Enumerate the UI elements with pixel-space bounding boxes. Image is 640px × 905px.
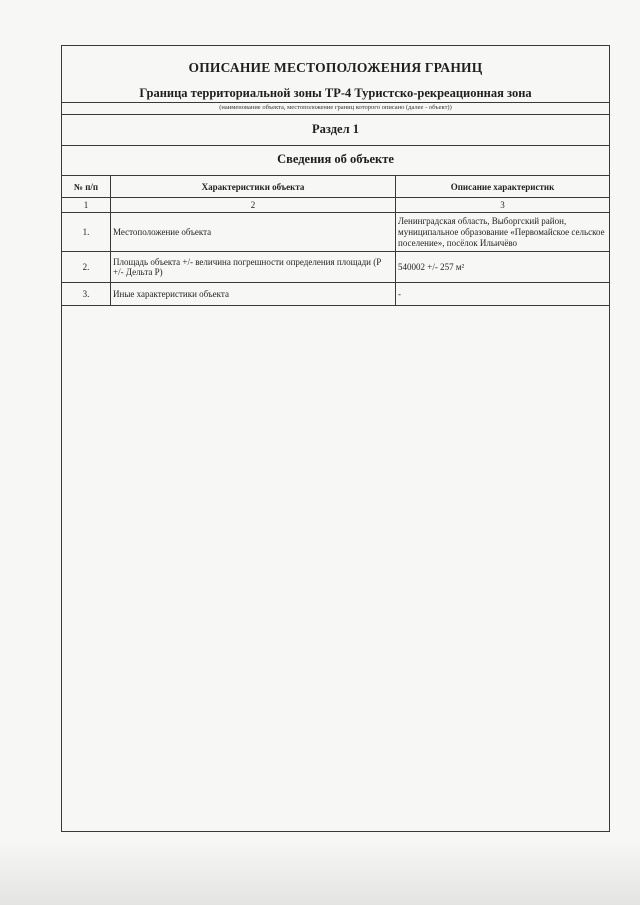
row-description: Ленинградская область, Выборгский район, муниципальное образование «Первомайское сельское поселение», посёлок Ильичёво xyxy=(396,213,610,252)
row-number: 2. xyxy=(62,252,111,283)
section-subtitle: Сведения об объекте xyxy=(277,152,394,166)
object-name: Граница территориальной зоны ТР-4 Туристско-рекреационная зона xyxy=(139,86,532,100)
header-num: № п/п xyxy=(62,176,111,198)
table-header-row xyxy=(62,176,610,198)
object-info-table xyxy=(61,175,610,306)
row-number: 3. xyxy=(62,283,111,306)
document-frame xyxy=(61,45,610,832)
divider xyxy=(62,102,609,103)
object-name-caption: (наименование объекта, местоположение границ которого описано (далее - объект)) xyxy=(219,104,452,111)
row-description: - xyxy=(396,283,610,306)
column-number: 2 xyxy=(111,198,396,213)
column-number: 3 xyxy=(396,198,610,213)
document-title: ОПИСАНИЕ МЕСТОПОЛОЖЕНИЯ ГРАНИЦ xyxy=(188,60,483,75)
column-number: 1 xyxy=(62,198,111,213)
row-characteristic: Площадь объекта +/- величина погрешности определения площади (Р +/- Дельта Р) xyxy=(111,252,396,283)
divider xyxy=(62,145,609,146)
row-characteristic: Иные характеристики объекта xyxy=(111,283,396,306)
table-row xyxy=(62,283,610,306)
row-number: 1. xyxy=(62,213,111,252)
header-characteristic: Характеристики объекта xyxy=(111,176,396,198)
table-row xyxy=(62,213,610,252)
column-number-row xyxy=(62,198,610,213)
row-characteristic: Местоположение объекта xyxy=(111,213,396,252)
divider xyxy=(62,114,609,115)
section-title: Раздел 1 xyxy=(312,122,359,136)
header-description: Описание характеристик xyxy=(396,176,610,198)
table-row xyxy=(62,252,610,283)
row-description: 540002 +/- 257 м² xyxy=(396,252,610,283)
scan-shadow xyxy=(0,840,640,905)
